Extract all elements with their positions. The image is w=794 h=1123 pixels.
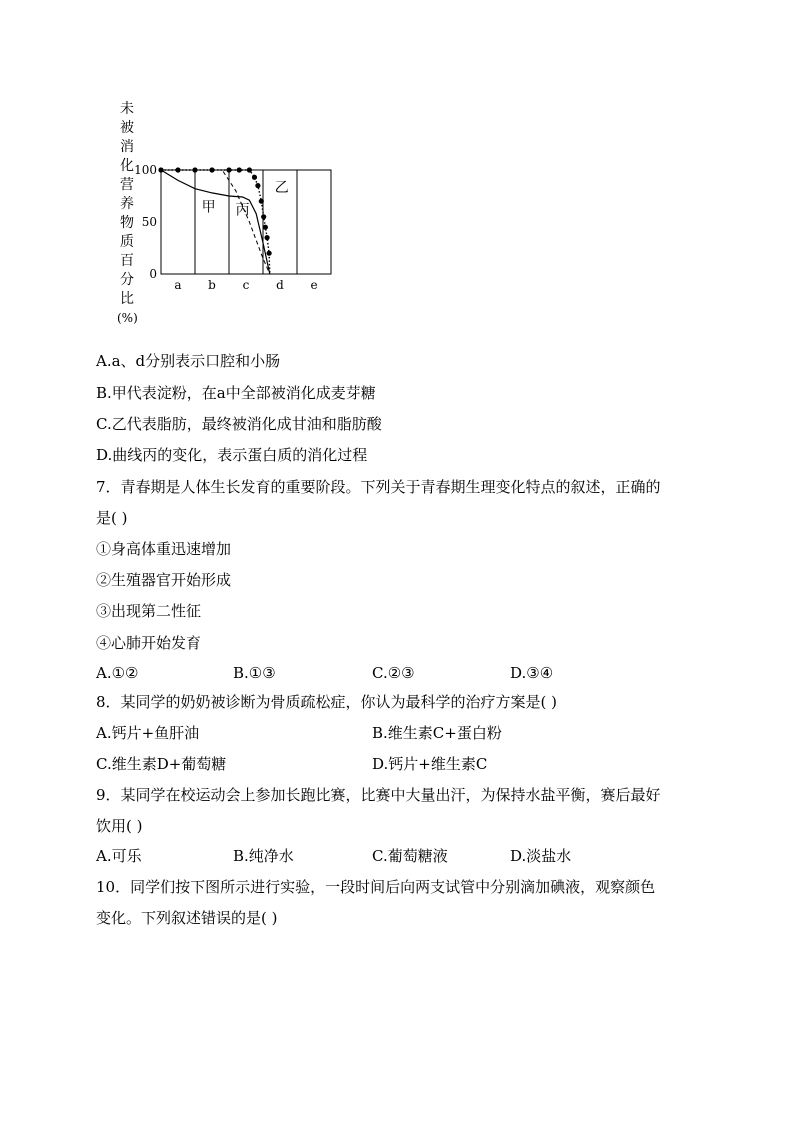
q7-item-3: ③出现第二性征 [96, 602, 202, 620]
y-label-char: 质 [120, 234, 134, 250]
series-line-甲 [161, 170, 270, 274]
series-marker-乙 [264, 235, 269, 240]
q10-stem-line2: 变化。下列叙述错误的是( ) [96, 909, 278, 927]
q6-option-b[interactable]: B.甲代表淀粉，在a中全部被消化成麦芽糖 [96, 384, 376, 402]
series-label: 甲 [201, 199, 216, 216]
y-label-char: 未 [120, 101, 134, 117]
q8-option-b[interactable]: B.维生素C+蛋白粉 [372, 724, 502, 742]
y-label-char: 分 [120, 272, 134, 288]
q7-stem-line1: 7．青春期是人体生长发育的重要阶段。下列关于青春期生理变化特点的叙述，正确的 [96, 478, 661, 496]
y-label-char: 百 [120, 253, 134, 269]
y-label-char: 被 [120, 120, 134, 136]
q9-option-c[interactable]: C.葡萄糖液 [372, 847, 448, 865]
series-marker-乙 [267, 251, 272, 256]
q9-option-d[interactable]: D.淡盐水 [510, 847, 572, 865]
q9-option-b[interactable]: B.纯净水 [233, 847, 294, 865]
q7-option-a[interactable]: A.①② [96, 664, 139, 682]
series-marker-乙 [226, 167, 231, 172]
y-label-char: 营 [120, 177, 134, 193]
q7-item-1: ①身高体重迅速增加 [96, 540, 232, 558]
y-tick-label: 100 [134, 163, 157, 177]
series-marker-乙 [252, 175, 257, 180]
digestion-figure [100, 96, 350, 331]
series-line-丙 [161, 170, 270, 274]
x-tick-label: e [310, 278, 318, 292]
digestion-chart [100, 96, 350, 331]
series-label: 乙 [274, 179, 289, 196]
y-label-char: 消 [120, 139, 134, 155]
series-marker-乙 [261, 214, 266, 219]
q7-item-4: ④心肺开始发育 [96, 634, 202, 652]
q7-option-d[interactable]: D.③④ [510, 664, 554, 682]
x-tick-label: d [276, 278, 284, 292]
q6-option-c[interactable]: C.乙代表脂肪，最终被消化成甘油和脂肪酸 [96, 415, 382, 433]
series-marker-乙 [255, 183, 260, 188]
chart-frame [161, 170, 331, 274]
q9-option-a[interactable]: A.可乐 [96, 847, 142, 865]
q7-option-b[interactable]: B.①③ [233, 664, 276, 682]
q8-option-c[interactable]: C.维生素D+葡萄糖 [96, 755, 227, 773]
series-label: 丙 [235, 202, 250, 219]
series-marker-乙 [247, 167, 252, 172]
q7-stem-line2: 是( ) [96, 509, 128, 527]
q8-option-a[interactable]: A.钙片+鱼肝油 [96, 724, 200, 742]
series-marker-乙 [259, 199, 264, 204]
q9-stem-line2: 饮用( ) [96, 817, 143, 835]
q7-option-c[interactable]: C.②③ [372, 664, 415, 682]
y-label-char: 比 [120, 291, 134, 307]
q7-item-2: ②生殖器官开始形成 [96, 571, 232, 589]
y-label-char: 化 [120, 158, 134, 174]
q6-option-d[interactable]: D.曲线丙的变化，表示蛋白质的消化过程 [96, 446, 368, 464]
q9-stem-line1: 9．某同学在校运动会上参加长跑比赛，比赛中大量出汗，为保持水盐平衡，赛后最好 [96, 786, 661, 804]
y-label-char: 养 [120, 196, 134, 212]
series-marker-乙 [237, 167, 242, 172]
q6-option-a[interactable]: A.a、d分别表示口腔和小肠 [96, 352, 281, 370]
q8-stem: 8．某同学的奶奶被诊断为骨质疏松症，你认为最科学的治疗方案是( ) [96, 693, 558, 711]
q10-stem-line1: 10．同学们按下图所示进行实验，一段时间后向两支试管中分别滴加碘液，观察颜色 [96, 878, 656, 896]
q8-option-d[interactable]: D.钙片+维生素C [372, 755, 488, 773]
x-tick-label: a [174, 278, 182, 292]
series-marker-乙 [263, 225, 268, 230]
y-tick-label: 50 [141, 215, 157, 229]
x-tick-label: b [208, 278, 216, 292]
y-tick-label: 0 [149, 267, 157, 281]
series-line-乙 [161, 170, 270, 274]
y-label-unit: (%) [117, 311, 138, 325]
x-tick-label: c [242, 278, 250, 292]
y-label-char: 物 [120, 215, 134, 231]
